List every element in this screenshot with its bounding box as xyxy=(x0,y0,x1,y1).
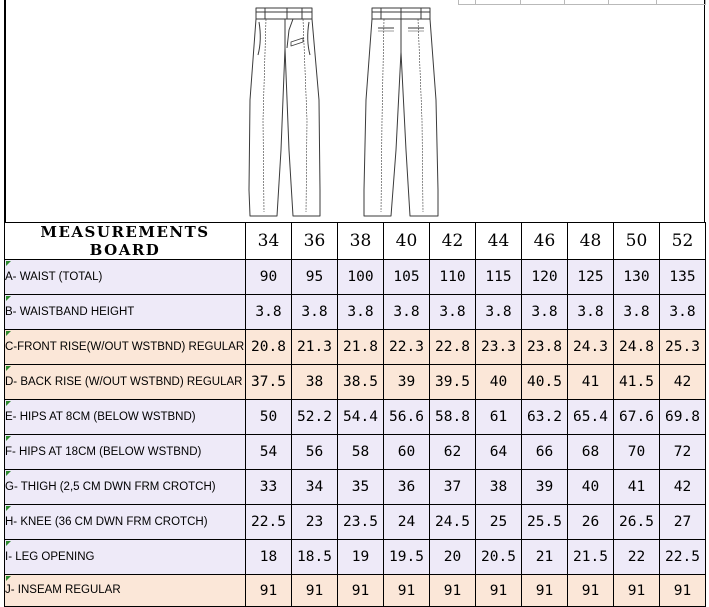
comment-marker-icon xyxy=(6,401,11,406)
measurement-value-cell[interactable]: 25.5 xyxy=(522,505,568,540)
measurement-value-cell[interactable]: 90 xyxy=(246,260,292,295)
sheet-border-right xyxy=(704,0,705,222)
comment-marker-icon xyxy=(6,436,11,441)
measurement-value-cell[interactable]: 91 xyxy=(430,575,476,607)
measurement-value-cell[interactable]: 115 xyxy=(476,260,522,295)
size-header[interactable]: 36 xyxy=(292,223,338,260)
measurement-value-cell[interactable]: 56 xyxy=(292,435,338,470)
measurement-value-cell[interactable]: 39.5 xyxy=(430,365,476,400)
measurement-value-cell[interactable]: 19.5 xyxy=(384,540,430,575)
measurement-value-cell[interactable]: 35 xyxy=(338,470,384,505)
measurement-value-cell[interactable]: 3.8 xyxy=(660,295,706,330)
measurement-value-cell[interactable]: 25.3 xyxy=(660,330,706,365)
measurement-value-cell[interactable]: 20 xyxy=(430,540,476,575)
comment-marker-icon xyxy=(6,296,11,301)
comment-marker-icon xyxy=(6,541,11,546)
measurement-value-cell[interactable]: 37.5 xyxy=(246,365,292,400)
measurement-value-cell[interactable]: 21.8 xyxy=(338,330,384,365)
trousers-back-sketch xyxy=(364,8,438,216)
measurement-value-cell[interactable]: 3.8 xyxy=(476,295,522,330)
measurement-value-cell[interactable]: 21.3 xyxy=(292,330,338,365)
comment-marker-icon xyxy=(6,366,11,371)
measurement-value-cell[interactable]: 41 xyxy=(568,365,614,400)
measurement-value-cell[interactable]: 24.5 xyxy=(430,505,476,540)
measurement-label: E- HIPS AT 8CM (BELOW WSTBND) xyxy=(5,410,196,423)
size-header[interactable]: 46 xyxy=(522,223,568,260)
comment-marker-icon xyxy=(6,506,11,511)
measurement-value-cell[interactable]: 130 xyxy=(614,260,660,295)
measurement-label-cell[interactable] xyxy=(5,260,246,295)
comment-marker-icon xyxy=(6,331,11,336)
size-header[interactable]: 50 xyxy=(614,223,660,260)
measurement-value-cell[interactable]: 26 xyxy=(568,505,614,540)
trousers-front-sketch xyxy=(249,8,320,216)
measurement-value-cell[interactable]: 54.4 xyxy=(338,400,384,435)
measurement-value-cell[interactable]: 18 xyxy=(246,540,292,575)
gridline-strip xyxy=(458,0,706,5)
measurement-value-cell[interactable]: 38.5 xyxy=(338,365,384,400)
measurement-value-cell[interactable]: 50 xyxy=(246,400,292,435)
measurement-value-cell[interactable]: 3.8 xyxy=(384,295,430,330)
measurement-value-cell[interactable]: 23.8 xyxy=(522,330,568,365)
measurements-board-title[interactable]: MEASUREMENTS BOARD xyxy=(5,223,246,260)
measurement-value-cell[interactable]: 3.8 xyxy=(430,295,476,330)
table-row xyxy=(5,540,706,575)
table-row xyxy=(5,470,706,505)
header-image-area xyxy=(0,0,706,222)
measurement-value-cell[interactable]: 39 xyxy=(522,470,568,505)
measurement-value-cell[interactable]: 52.2 xyxy=(292,400,338,435)
measurement-value-cell[interactable]: 20.5 xyxy=(476,540,522,575)
size-header[interactable]: 52 xyxy=(660,223,706,260)
table-row xyxy=(5,435,706,470)
measurement-value-cell[interactable]: 38 xyxy=(476,470,522,505)
measurement-value-cell[interactable]: 22.3 xyxy=(384,330,430,365)
measurement-label-cell[interactable] xyxy=(5,295,246,330)
table-row xyxy=(5,400,706,435)
measurement-value-cell[interactable]: 67.6 xyxy=(614,400,660,435)
measurement-label: A- WAIST (TOTAL) xyxy=(5,270,103,283)
measurement-value-cell[interactable]: 61 xyxy=(476,400,522,435)
measurement-value-cell[interactable]: 37 xyxy=(430,470,476,505)
measurement-value-cell[interactable]: 19 xyxy=(338,540,384,575)
measurement-value-cell[interactable]: 20.8 xyxy=(246,330,292,365)
measurements-table xyxy=(4,222,706,607)
measurement-value-cell[interactable]: 91 xyxy=(292,575,338,607)
measurement-label: D- BACK RISE (W/OUT WSTBND) REGULAR xyxy=(5,375,243,388)
measurement-value-cell[interactable]: 63.2 xyxy=(522,400,568,435)
measurement-value-cell[interactable]: 36 xyxy=(384,470,430,505)
size-header[interactable]: 34 xyxy=(246,223,292,260)
measurement-value-cell[interactable]: 110 xyxy=(430,260,476,295)
measurement-value-cell[interactable]: 3.8 xyxy=(568,295,614,330)
measurement-value-cell[interactable]: 3.8 xyxy=(292,295,338,330)
comment-marker-icon xyxy=(6,471,11,476)
header-row xyxy=(5,223,706,260)
measurement-value-cell[interactable]: 22.8 xyxy=(430,330,476,365)
measurement-label: C-FRONT RISE(W/OUT WSTBND) REGULAR xyxy=(5,340,245,353)
measurements-table-body xyxy=(5,260,706,607)
measurement-value-cell[interactable]: 91 xyxy=(338,575,384,607)
measurement-label-cell[interactable] xyxy=(5,575,246,607)
measurement-value-cell[interactable]: 69.8 xyxy=(660,400,706,435)
measurement-label-cell[interactable] xyxy=(5,505,246,540)
measurement-value-cell[interactable]: 40 xyxy=(476,365,522,400)
measurement-value-cell[interactable]: 34 xyxy=(292,470,338,505)
measurement-value-cell[interactable]: 22.5 xyxy=(660,540,706,575)
measurement-label-cell[interactable] xyxy=(5,400,246,435)
measurement-value-cell[interactable]: 91 xyxy=(568,575,614,607)
measurement-value-cell[interactable]: 21 xyxy=(522,540,568,575)
measurement-label-cell[interactable] xyxy=(5,435,246,470)
size-header[interactable]: 44 xyxy=(476,223,522,260)
measurement-label-cell[interactable] xyxy=(5,330,246,365)
measurement-value-cell[interactable]: 23.5 xyxy=(338,505,384,540)
measurement-value-cell[interactable]: 125 xyxy=(568,260,614,295)
measurement-value-cell[interactable]: 54 xyxy=(246,435,292,470)
measurement-value-cell[interactable]: 62 xyxy=(430,435,476,470)
comment-marker-icon xyxy=(6,576,11,581)
measurement-value-cell[interactable]: 23.3 xyxy=(476,330,522,365)
measurement-value-cell[interactable]: 22 xyxy=(614,540,660,575)
measurement-value-cell[interactable]: 3.8 xyxy=(614,295,660,330)
measurement-value-cell[interactable]: 33 xyxy=(246,470,292,505)
measurement-label: H- KNEE (36 CM DWN FRM CROTCH) xyxy=(5,515,208,528)
measurement-value-cell[interactable]: 40.5 xyxy=(522,365,568,400)
measurement-value-cell[interactable]: 39 xyxy=(384,365,430,400)
table-row xyxy=(5,260,706,295)
measurement-label: I- LEG OPENING xyxy=(5,550,95,563)
trousers-sketch-image xyxy=(243,0,461,222)
measurement-value-cell[interactable]: 3.8 xyxy=(338,295,384,330)
measurement-value-cell[interactable]: 100 xyxy=(338,260,384,295)
size-header[interactable]: 38 xyxy=(338,223,384,260)
measurement-value-cell[interactable]: 64 xyxy=(476,435,522,470)
comment-marker-icon xyxy=(6,261,11,266)
measurement-value-cell[interactable]: 70 xyxy=(614,435,660,470)
measurement-value-cell[interactable]: 42 xyxy=(660,365,706,400)
measurement-value-cell[interactable]: 66 xyxy=(522,435,568,470)
measurement-label-cell[interactable] xyxy=(5,470,246,505)
measurement-value-cell[interactable]: 3.8 xyxy=(522,295,568,330)
measurement-value-cell[interactable]: 91 xyxy=(476,575,522,607)
measurement-value-cell[interactable]: 58 xyxy=(338,435,384,470)
table-row xyxy=(5,330,706,365)
measurement-value-cell[interactable]: 41.5 xyxy=(614,365,660,400)
measurement-value-cell[interactable]: 91 xyxy=(660,575,706,607)
measurement-value-cell[interactable]: 41 xyxy=(614,470,660,505)
size-header[interactable]: 48 xyxy=(568,223,614,260)
measurement-label: G- THIGH (2,5 CM DWN FRM CROTCH) xyxy=(5,480,216,493)
measurement-value-cell[interactable]: 56.6 xyxy=(384,400,430,435)
measurement-label: B- WAISTBAND HEIGHT xyxy=(5,305,135,318)
measurement-value-cell[interactable]: 72 xyxy=(660,435,706,470)
measurement-value-cell[interactable]: 91 xyxy=(614,575,660,607)
measurement-value-cell[interactable]: 120 xyxy=(522,260,568,295)
table-row xyxy=(5,505,706,540)
measurement-label: J- INSEAM REGULAR xyxy=(5,584,121,596)
measurement-value-cell[interactable]: 22.5 xyxy=(246,505,292,540)
measurement-value-cell[interactable]: 24 xyxy=(384,505,430,540)
measurement-value-cell[interactable]: 26.5 xyxy=(614,505,660,540)
measurement-value-cell[interactable]: 3.8 xyxy=(246,295,292,330)
measurement-label: F- HIPS AT 18CM (BELOW WSTBND) xyxy=(5,445,202,458)
measurement-value-cell[interactable]: 42 xyxy=(660,470,706,505)
table-row xyxy=(5,365,706,400)
measurement-value-cell[interactable]: 68 xyxy=(568,435,614,470)
measurement-value-cell[interactable]: 27 xyxy=(660,505,706,540)
measurement-value-cell[interactable]: 65.4 xyxy=(568,400,614,435)
measurement-value-cell[interactable]: 18.5 xyxy=(292,540,338,575)
size-header[interactable]: 42 xyxy=(430,223,476,260)
measurement-value-cell[interactable]: 25 xyxy=(476,505,522,540)
measurement-value-cell[interactable]: 105 xyxy=(384,260,430,295)
size-header[interactable]: 40 xyxy=(384,223,430,260)
table-row xyxy=(5,295,706,330)
measurement-value-cell[interactable]: 23 xyxy=(292,505,338,540)
table-row xyxy=(5,575,706,607)
measurement-value-cell[interactable]: 91 xyxy=(246,575,292,607)
measurement-value-cell[interactable]: 91 xyxy=(384,575,430,607)
measurement-value-cell[interactable]: 38 xyxy=(292,365,338,400)
measurement-value-cell[interactable]: 60 xyxy=(384,435,430,470)
measurement-value-cell[interactable]: 24.8 xyxy=(614,330,660,365)
measurement-value-cell[interactable]: 135 xyxy=(660,260,706,295)
measurement-value-cell[interactable]: 95 xyxy=(292,260,338,295)
measurement-value-cell[interactable]: 21.5 xyxy=(568,540,614,575)
measurement-value-cell[interactable]: 58.8 xyxy=(430,400,476,435)
measurement-value-cell[interactable]: 40 xyxy=(568,470,614,505)
sheet-border-left xyxy=(4,0,6,222)
measurement-label-cell[interactable] xyxy=(5,365,246,400)
measurement-label-cell[interactable] xyxy=(5,540,246,575)
measurement-value-cell[interactable]: 91 xyxy=(522,575,568,607)
measurement-value-cell[interactable]: 24.3 xyxy=(568,330,614,365)
